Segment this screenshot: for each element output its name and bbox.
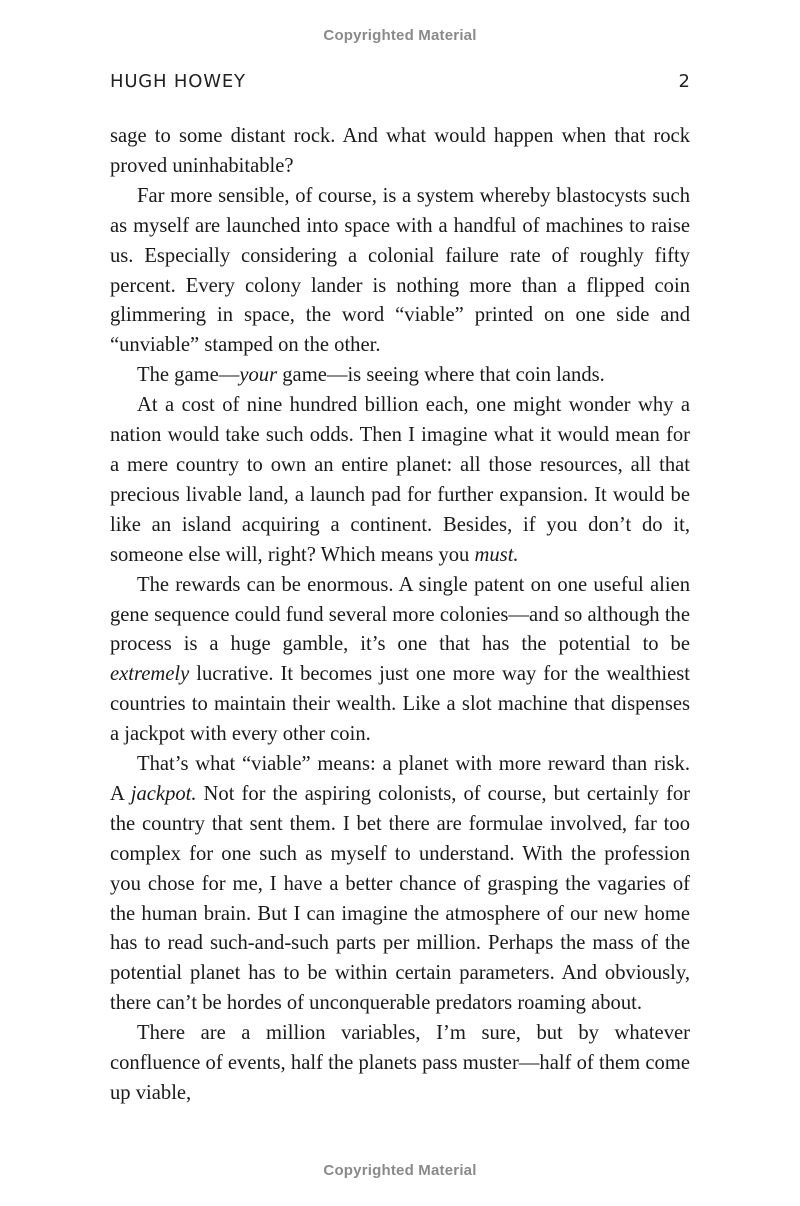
paragraph-4: [110, 571, 690, 750]
text-segment: Far more sensible, of course, is a system whereby blastocysts such as myself are launched into space with a handful of machines to raise us. Especially considering a colonial failure rate of roughly fifty percent. Every colony lander is nothing more than a flipped coin glimmering in space, the word “viable” printed on one side and “unviable” stamped on the other.: [110, 184, 690, 357]
text-segment: At a cost of nine hundred billion each, one might wonder why a nation would take such odds. Then I imagine what it would mean for a mere country to own an entire planet: all those resources, all that precious livable land, a launch pad for further expansion. It would be like an island acquiring a continent. Besides, if you don’t do it, someone else will, right? Which means you: [110, 394, 690, 566]
copyright-watermark-bottom: Copyrighted Material: [323, 1162, 477, 1179]
italic-text: must.: [474, 543, 519, 566]
text-segment: sage to some distant rock. And what would happen when that rock proved uninhabitable?: [110, 125, 690, 177]
paragraph-6: [110, 1019, 690, 1109]
paragraph-0: [110, 122, 690, 182]
page-number: 2: [678, 71, 690, 92]
paragraph-1: [110, 182, 690, 361]
paragraph-2: [110, 361, 690, 391]
copyright-watermark-top: Copyrighted Material: [323, 27, 477, 44]
text-segment: Not for the aspiring colonists, of course, but certainly for the country that sent them. I bet there are formulae involved, far too complex for one such as myself to understand. With the profession you chose for me, I have a better chance of grasping the vagaries of the human brain. But I can imagine the atmosphere of our new home has to read such-and-such parts per million. Perhaps the mass of the potential planet has to be within certain parameters. And obviously, there can’t be hordes of unconquerable predators roaming about.: [110, 782, 690, 1015]
text-segment: lucrative. It becomes just one more way for the wealthiest countries to maintain their wealth. Like a slot machine that dispenses a jackpot with every other coin.: [110, 663, 690, 746]
italic-text: your: [239, 364, 278, 387]
body-text: [110, 122, 690, 1109]
text-segment: The game—: [137, 364, 240, 387]
text-segment: There are a million variables, I’m sure, but by whatever confluence of events, half the planets pass muster—half of them come up viable,: [110, 1022, 690, 1104]
paragraph-3: [110, 391, 690, 570]
italic-text: extremely: [110, 663, 190, 686]
running-header: [110, 71, 690, 99]
text-segment: That’s what “viable” means: a planet with more reward than risk. A: [110, 753, 690, 805]
author-name: HUGH HOWEY: [110, 71, 246, 92]
paragraph-5: [110, 750, 690, 1019]
text-segment: game—is seeing where that coin lands.: [277, 364, 605, 387]
italic-text: jackpot.: [130, 782, 197, 805]
text-segment: The rewards can be enormous. A single patent on one useful alien gene sequence could fund several more colonies—and so although the process is a huge gamble, it’s one that has the potential to be: [110, 573, 690, 656]
